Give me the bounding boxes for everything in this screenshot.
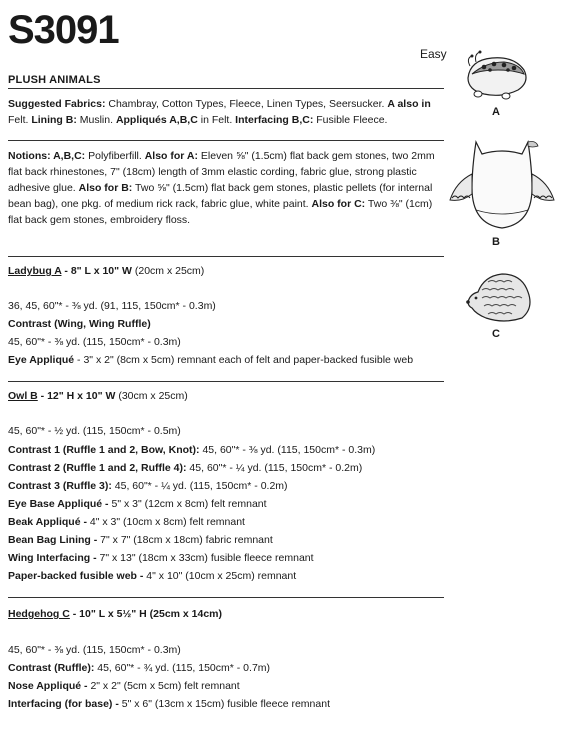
notions-c-label: Also for C: — [311, 198, 366, 210]
illustration-c-label: C — [492, 328, 500, 340]
lining-text: Muslin. — [76, 114, 116, 126]
ladybug-title — [8, 264, 204, 278]
hedgehog-name: Hedgehog C — [8, 608, 70, 620]
ladybug-contrast-label — [8, 317, 151, 331]
interfacing-label: Interfacing B,C: — [235, 114, 314, 126]
hedgehog-nose-label: Nose Appliqué - — [8, 680, 88, 692]
hedgehog-nose-text: 2" x 2" (5cm x 5cm) felt remnant — [87, 680, 240, 692]
notions-c-text: Two ⅜" (1cm) flat back gem stones, embroidery floss. — [8, 198, 433, 226]
hedgehog-size: - 10" L x 5½" H (25cm x 14cm) — [69, 608, 223, 620]
owl-web-label: Paper-backed fusible web - — [8, 570, 144, 582]
fabrics-a-label: A also in — [387, 98, 431, 110]
owl-contrast-3 — [8, 479, 288, 493]
hedgehog-contrast — [8, 661, 270, 675]
owl-bean-bag-label: Bean Bag Lining - — [8, 534, 98, 546]
ladybug-size-metric: (20cm x 25cm) — [131, 265, 205, 277]
illustration-b-label: B — [492, 236, 500, 248]
hedgehog-contrast-label: Contrast (Ruffle): — [8, 662, 95, 674]
ladybug-yardage: 36, 45, 60"* - ⅜ yd. (91, 115, 150cm* - 0.3m) — [8, 300, 216, 312]
owl-eye-base-text: 5" x 3" (12cm x 8cm) felt remnant — [108, 498, 267, 510]
hedgehog-yardage: 45, 60"* - ⅜ yd. (115, 150cm* - 0.3m) — [8, 644, 181, 656]
owl-contrast-1 — [8, 443, 375, 457]
hedgehog-contrast-text: 45, 60"* - ¾ yd. (115, 150cm* - 0.7m) — [94, 662, 271, 674]
fabrics-label: Suggested Fabrics: — [8, 98, 106, 110]
interfacing-text: Fusible Fleece. — [313, 114, 388, 126]
hedgehog-nose — [8, 679, 240, 693]
owl-contrast-2 — [8, 461, 362, 475]
owl-name: Owl B — [8, 390, 38, 402]
ladybug-contrast-text: Contrast (Wing, Wing Ruffle) — [8, 318, 151, 330]
category-title: PLUSH ANIMALS — [8, 74, 101, 86]
eye-applique-text: - 3" x 2" (8cm x 5cm) remnant each of felt and paper-backed fusible web — [74, 354, 414, 366]
illustration-a-label: A — [492, 106, 500, 118]
difficulty-label: Easy — [420, 47, 447, 61]
owl-title — [8, 389, 188, 403]
owl-beak-text: 4" x 3" (10cm x 8cm) felt remnant — [86, 516, 245, 528]
notions-b-label: Also for B: — [78, 182, 133, 194]
owl-bean-bag — [8, 533, 273, 547]
hedgehog-interfacing-label: Interfacing (for base) - — [8, 698, 119, 710]
divider — [8, 256, 444, 257]
owl-wing-interfacing — [8, 551, 314, 565]
divider — [8, 597, 444, 598]
owl-size: - 12" H x 10" W — [37, 390, 116, 402]
owl-eye-base — [8, 497, 267, 511]
eye-applique-label: Eye Appliqué — [8, 354, 75, 366]
notions-text: Polyfiberfill. — [85, 150, 145, 162]
owl-illustration — [446, 138, 558, 234]
owl-beak — [8, 515, 245, 529]
notions — [8, 148, 442, 228]
ladybug-illustration — [462, 48, 534, 104]
owl-wing-text: 7" x 13" (18cm x 33cm) fusible fleece remnant — [96, 552, 314, 564]
ladybug-contrast-yardage: 45, 60"* - ⅜ yd. (115, 150cm* - 0.3m) — [8, 336, 181, 348]
applique-label: Appliqués A,B,C — [115, 114, 198, 126]
owl-yardage: 45, 60"* - ½ yd. (115, 150cm* - 0.5m) — [8, 425, 181, 437]
notions-a-label: Also for A: — [144, 150, 198, 162]
hedgehog-interfacing — [8, 697, 330, 711]
owl-contrast-3-text: 45, 60"* - ¼ yd. (115, 150cm* - 0.2m) — [111, 480, 288, 492]
notions-b-text: Two ⅝" (1.5cm) flat back gem stones, plastic pellets (for internal bean bag), one pkg. of medium rick rack, fabric glue, white paint. — [8, 182, 433, 210]
hedgehog-title — [8, 607, 222, 621]
owl-wing-label: Wing Interfacing - — [8, 552, 97, 564]
ladybug-name: Ladybug A — [8, 265, 62, 277]
pattern-number: S3091 — [8, 8, 119, 52]
owl-fusible-web — [8, 569, 296, 583]
suggested-fabrics — [8, 96, 442, 128]
hedgehog-interfacing-text: 5" x 6" (13cm x 15cm) fusible fleece remnant — [118, 698, 330, 710]
owl-contrast-2-label: Contrast 2 (Ruffle 1 and 2, Ruffle 4): — [8, 462, 187, 474]
hedgehog-illustration — [464, 268, 534, 326]
divider — [8, 381, 444, 382]
lining-label: Lining B: — [31, 114, 77, 126]
ladybug-size: - 8" L x 10" W — [61, 265, 132, 277]
owl-web-text: 4" x 10" (10cm x 25cm) remnant — [143, 570, 297, 582]
ladybug-eye-applique — [8, 353, 413, 367]
applique-text: in Felt. — [197, 114, 236, 126]
owl-contrast-2-text: 45, 60"* - ¼ yd. (115, 150cm* - 0.2m) — [186, 462, 363, 474]
fabrics-a-text: Felt. — [8, 114, 32, 126]
owl-eye-base-label: Eye Base Appliqué - — [8, 498, 109, 510]
notions-label: Notions: A,B,C: — [8, 150, 86, 162]
owl-contrast-1-label: Contrast 1 (Ruffle 1 and 2, Bow, Knot): — [8, 444, 200, 456]
divider — [8, 88, 444, 89]
divider — [8, 140, 444, 141]
owl-beak-label: Beak Appliqué - — [8, 516, 87, 528]
owl-size-metric: (30cm x 25cm) — [115, 390, 188, 402]
fabrics-text: Chambray, Cotton Types, Fleece, Linen Types, Seersucker. — [105, 98, 388, 110]
notions-a-text: Eleven ⅝" (1.5cm) flat back gem stones, two 2mm flat back rhinestones, 7" (18cm) length of 3mm elastic cording, fabric glue, strong plastic adhesive glue. — [8, 150, 435, 194]
owl-bean-bag-text: 7" x 7" (18cm x 18cm) fabric remnant — [97, 534, 273, 546]
owl-contrast-3-label: Contrast 3 (Ruffle 3): — [8, 480, 112, 492]
owl-contrast-1-text: 45, 60"* - ⅜ yd. (115, 150cm* - 0.3m) — [199, 444, 376, 456]
